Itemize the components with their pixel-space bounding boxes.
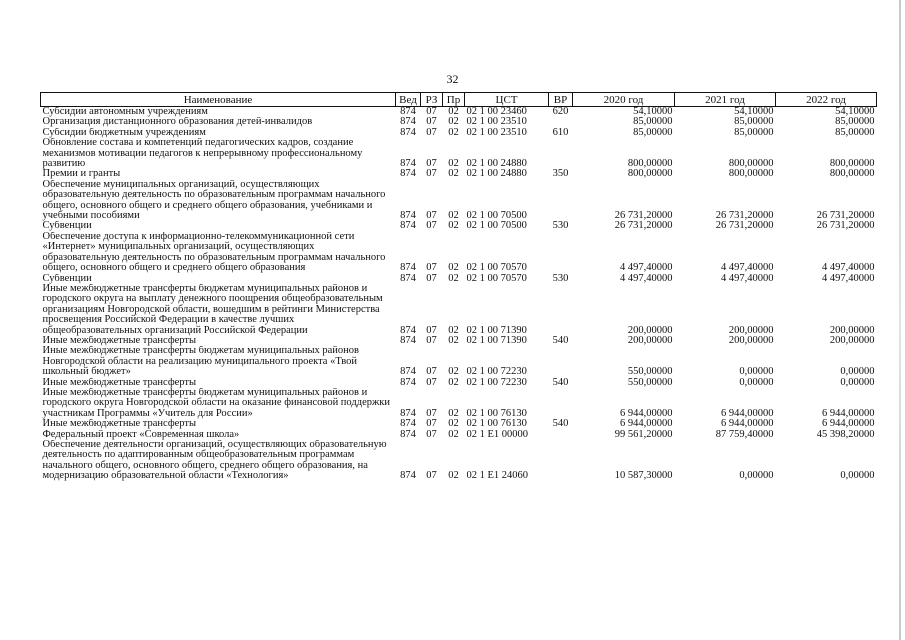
cell-ved: 874: [400, 324, 416, 336]
cell-name: Обеспечение муниципальных организаций, осуществляющих образовательную деятельность по образовательным программам начального общего, основного общего и среднего общего образования, учебниками и учебными пособиями: [42, 179, 386, 222]
cell-vr: 610: [552, 127, 569, 138]
cell-vr: 540: [552, 419, 569, 430]
cell-y2022: 26 731,20000: [816, 210, 875, 222]
table-row: [41, 274, 877, 284]
table-row: [41, 128, 877, 138]
cell-vr: [549, 232, 573, 274]
cell-ved: 874: [400, 169, 416, 180]
cell-y2022: 26 731,20000: [816, 221, 875, 232]
cell-cst: 02 1 00 24880: [466, 158, 527, 170]
cell-y2020: 6 944,00000: [620, 419, 673, 430]
cell-ved: 874: [400, 262, 416, 274]
cell-y2020: 4 497,40000: [620, 262, 673, 274]
cell-cst: 02 1 E1 00000: [466, 429, 529, 440]
cell-cst: 02 1 E1 24060: [466, 470, 529, 482]
cell-y2022: 4 497,40000: [822, 262, 875, 274]
cell-y2020: 800,00000: [627, 158, 673, 170]
table-row: [41, 284, 877, 336]
cell-name: Субсидии бюджетным учреждениям: [42, 127, 206, 138]
cell-cst: 02 1 00 23510: [466, 127, 527, 138]
cell-pr: 02: [448, 335, 459, 346]
cell-y2021: 87 759,40000: [715, 429, 774, 440]
cell-name: Иные межбюджетные трансферты: [42, 377, 197, 388]
table-row: [41, 180, 877, 222]
cell-rz: 07: [426, 127, 437, 138]
cell-y2022: 6 944,00000: [822, 419, 875, 430]
header-vr: ВР: [549, 93, 573, 107]
cell-y2022: 85,00000: [835, 127, 875, 138]
cell-cst: 02 1 00 76130: [466, 419, 527, 430]
cell-cst: 02 1 00 72230: [466, 377, 527, 388]
cell-rz: 07: [426, 106, 437, 117]
cell-name: Федеральный проект «Современная школа»: [42, 429, 240, 440]
cell-rz: 07: [426, 262, 437, 274]
cell-y2021: 0,00000: [739, 377, 774, 388]
table-row: [41, 169, 877, 179]
table-row: [41, 430, 877, 440]
cell-y2021: 26 731,20000: [715, 210, 774, 222]
cell-y2021: 800,00000: [728, 169, 774, 180]
cell-vr: 530: [552, 273, 569, 284]
cell-y2022: 800,00000: [829, 169, 875, 180]
cell-y2021: 26 731,20000: [715, 221, 774, 232]
cell-rz: 07: [426, 429, 437, 440]
cell-vr: 350: [552, 169, 569, 180]
cell-ved: 874: [400, 117, 416, 128]
cell-ved: 874: [400, 470, 416, 482]
cell-y2020: 85,00000: [633, 117, 673, 128]
cell-pr: 02: [448, 273, 459, 284]
cell-name: Субвенции: [42, 273, 92, 284]
cell-ved: 874: [400, 221, 416, 232]
cell-rz: 07: [426, 169, 437, 180]
cell-rz: 07: [426, 117, 437, 128]
cell-name: Иные межбюджетные трансферты бюджетам муниципальных районов Новгородской области на реализацию муниципального проекта «Твой школьный бюджет»: [42, 346, 360, 378]
cell-rz: 07: [426, 407, 437, 419]
table-row: [41, 440, 877, 482]
cell-vr: [549, 138, 573, 169]
cell-vr: [549, 388, 573, 419]
cell-pr: 02: [448, 127, 459, 138]
table-row: [41, 388, 877, 419]
cell-y2021: 85,00000: [734, 117, 774, 128]
cell-pr: 02: [448, 366, 459, 378]
cell-cst: 02 1 00 71390: [466, 324, 527, 336]
cell-vr: [549, 117, 573, 127]
cell-y2022: 0,00000: [840, 366, 875, 378]
cell-pr: 02: [448, 407, 459, 419]
header-cst: ЦСТ: [465, 93, 549, 107]
cell-cst: 02 1 00 24880: [466, 169, 527, 180]
cell-cst: 02 1 00 70500: [466, 210, 527, 222]
cell-ved: 874: [400, 377, 416, 388]
cell-y2021: 6 944,00000: [721, 407, 774, 419]
cell-pr: 02: [448, 470, 459, 482]
cell-rz: 07: [426, 273, 437, 284]
cell-y2020: 54,10000: [633, 106, 673, 117]
cell-y2020: 6 944,00000: [620, 407, 673, 419]
cell-y2022: 0,00000: [840, 470, 875, 482]
cell-pr: 02: [448, 106, 459, 117]
cell-y2021: 4 497,40000: [721, 262, 774, 274]
cell-y2020: 200,00000: [627, 335, 673, 346]
cell-ved: 874: [400, 335, 416, 346]
cell-pr: 02: [448, 429, 459, 440]
cell-vr: [549, 346, 573, 377]
cell-pr: 02: [448, 117, 459, 128]
cell-rz: 07: [426, 377, 437, 388]
cell-rz: 07: [426, 335, 437, 346]
header-2020: 2020 год: [573, 93, 675, 107]
cell-rz: 07: [426, 221, 437, 232]
header-2021: 2021 год: [675, 93, 776, 107]
cell-y2021: 200,00000: [728, 335, 774, 346]
cell-y2021: 200,00000: [728, 324, 774, 336]
cell-name: Субвенции: [42, 221, 92, 232]
table-row: [41, 232, 877, 274]
table-row: [41, 419, 877, 429]
cell-y2020: 550,00000: [627, 377, 673, 388]
cell-ved: 874: [400, 419, 416, 430]
cell-rz: 07: [426, 366, 437, 378]
table-header-row: [41, 93, 877, 107]
cell-y2021: 4 497,40000: [721, 273, 774, 284]
cell-vr: 530: [552, 221, 569, 232]
cell-cst: 02 1 00 72230: [466, 366, 527, 378]
cell-name: Субсидии автономным учреждениям: [42, 106, 208, 117]
cell-pr: 02: [448, 324, 459, 336]
cell-y2021: 800,00000: [728, 158, 774, 170]
cell-rz: 07: [426, 158, 437, 170]
cell-y2021: 0,00000: [739, 366, 774, 378]
header-ved: Вед: [396, 93, 421, 107]
cell-ved: 874: [400, 127, 416, 138]
cell-pr: 02: [448, 377, 459, 388]
cell-name: Иные межбюджетные трансферты бюджетам муниципальных районов и городского округа Новгородской области на оказание финансовой поддержки участникам Программы «Учитель для России»: [42, 387, 390, 419]
cell-rz: 07: [426, 324, 437, 336]
header-name: Наименование: [41, 93, 396, 107]
cell-y2022: 85,00000: [835, 117, 875, 128]
cell-ved: 874: [400, 158, 416, 170]
cell-y2020: 85,00000: [633, 127, 673, 138]
cell-ved: 874: [400, 407, 416, 419]
table-row: [41, 117, 877, 127]
cell-y2021: 0,00000: [739, 470, 774, 482]
cell-vr: [549, 430, 573, 440]
cell-cst: 02 1 00 70570: [466, 262, 527, 274]
cell-name: Иные межбюджетные трансферты бюджетам муниципальных районов и городского округа на выплату денежного поощрения общеобразовательным организациям Новгородской области, вошедшим в рейтинги Министерства просвещения Российской Федерации в качестве лучших общеобразовательных организаций Российской Федерации: [42, 283, 383, 336]
cell-y2022: 54,10000: [835, 106, 875, 117]
header-pr: Пр: [443, 93, 465, 107]
cell-vr: [549, 284, 573, 336]
cell-y2022: 0,00000: [840, 377, 875, 388]
table-row: [41, 221, 877, 231]
cell-name: Премии и гранты: [42, 169, 121, 180]
page-number: 32: [446, 72, 459, 86]
cell-pr: 02: [448, 210, 459, 222]
cell-cst: 02 1 00 23460: [466, 106, 527, 117]
cell-ved: 874: [400, 366, 416, 378]
table-row: [41, 346, 877, 377]
cell-rz: 07: [426, 470, 437, 482]
table-row: [41, 138, 877, 169]
table-row: [41, 336, 877, 346]
cell-y2021: 6 944,00000: [721, 419, 774, 430]
cell-vr: 620: [552, 106, 569, 117]
cell-y2022: 4 497,40000: [822, 273, 875, 284]
cell-pr: 02: [448, 262, 459, 274]
cell-vr: 540: [552, 335, 569, 346]
cell-name: Обеспечение деятельности организаций, осуществляющих образовательную деятельность по адаптированным общеобразовательным программам начального общего, основного общего, среднего общего образования, на модернизацию образовательной области «Технология»: [42, 440, 387, 482]
cell-y2021: 54,10000: [734, 106, 774, 117]
cell-cst: 02 1 00 23510: [466, 117, 527, 128]
cell-y2022: 6 944,00000: [822, 407, 875, 419]
cell-name: Обеспечение доступа к информационно-телекоммуникационной сети «Интернет» муниципальных организаций, осуществляющих образовательную деятельность по образовательным программам начального общего, основного общего и среднего общего образования: [42, 231, 386, 274]
cell-cst: 02 1 00 70500: [466, 221, 527, 232]
scan-edge: [899, 0, 901, 640]
cell-name: Иные межбюджетные трансферты: [42, 419, 197, 430]
cell-ved: 874: [400, 210, 416, 222]
cell-pr: 02: [448, 158, 459, 170]
cell-y2020: 550,00000: [627, 366, 673, 378]
cell-cst: 02 1 00 76130: [466, 407, 527, 419]
header-rz: РЗ: [421, 93, 443, 107]
cell-y2020: 99 561,20000: [614, 429, 673, 440]
cell-ved: 874: [400, 106, 416, 117]
cell-rz: 07: [426, 210, 437, 222]
table-row: [41, 107, 877, 118]
table-row: [41, 378, 877, 388]
budget-table: [40, 92, 877, 482]
cell-y2020: 200,00000: [627, 324, 673, 336]
cell-y2020: 10 587,30000: [614, 470, 673, 482]
cell-rz: 07: [426, 419, 437, 430]
cell-ved: 874: [400, 429, 416, 440]
cell-name: Организация дистанционного образования детей-инвалидов: [42, 117, 313, 128]
cell-y2020: 26 731,20000: [614, 210, 673, 222]
cell-cst: 02 1 00 71390: [466, 335, 527, 346]
cell-y2020: 800,00000: [627, 169, 673, 180]
cell-pr: 02: [448, 419, 459, 430]
cell-y2021: 85,00000: [734, 127, 774, 138]
cell-name: Иные межбюджетные трансферты: [42, 335, 197, 346]
cell-y2020: 26 731,20000: [614, 221, 673, 232]
cell-y2020: 4 497,40000: [620, 273, 673, 284]
cell-vr: [549, 180, 573, 222]
cell-ved: 874: [400, 273, 416, 284]
cell-cst: 02 1 00 70570: [466, 273, 527, 284]
cell-vr: [549, 440, 573, 482]
cell-y2022: 45 398,20000: [816, 429, 875, 440]
cell-y2022: 200,00000: [829, 324, 875, 336]
cell-y2022: 200,00000: [829, 335, 875, 346]
cell-y2022: 800,00000: [829, 158, 875, 170]
cell-vr: 540: [552, 377, 569, 388]
cell-name: Обновление состава и компетенций педагогических кадров, создание механизмов мотивации педагогов к непрерывному профессиональному развитию: [42, 138, 363, 170]
cell-pr: 02: [448, 221, 459, 232]
header-2022: 2022 год: [776, 93, 877, 107]
cell-pr: 02: [448, 169, 459, 180]
